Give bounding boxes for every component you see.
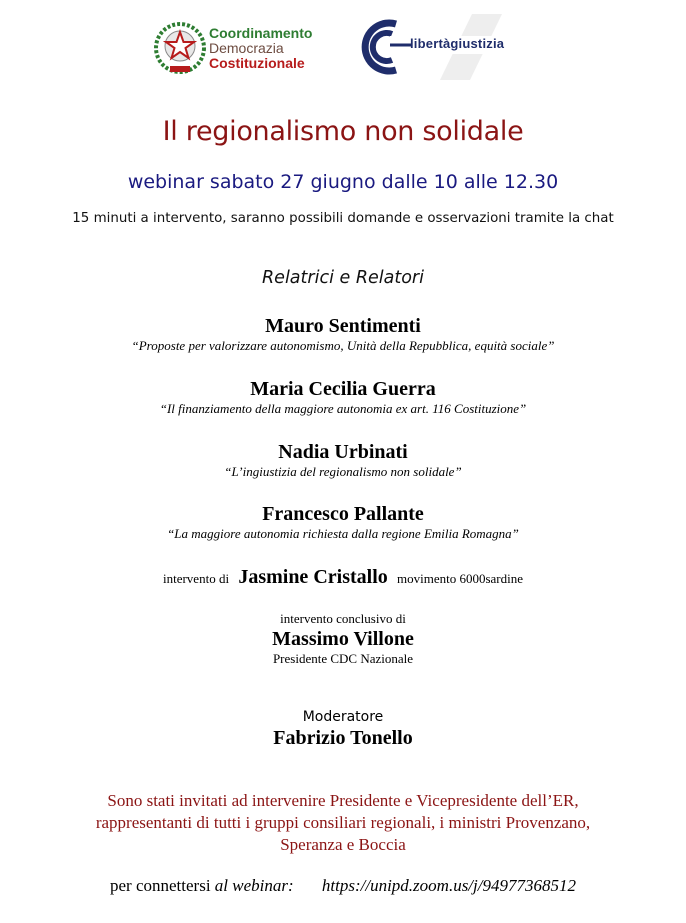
invited-guests-note [0, 790, 686, 856]
page-title: Il regionalismo non solidale [162, 116, 524, 147]
connection-info [0, 876, 686, 896]
speaker-entry [0, 440, 686, 480]
closing-intro: intervento conclusivo di [280, 611, 406, 626]
moderator-block [0, 708, 686, 750]
speaker-talk: “L’ingiustizia del regionalismo non solidale” [224, 464, 462, 479]
closing-speaker-name: Massimo Villone [272, 628, 414, 650]
speaker-name: Nadia Urbinati [278, 441, 408, 463]
event-date: webinar sabato 27 giugno dalle 10 alle 12.30 [127, 171, 559, 193]
cdc-logo-line2: Democrazia [209, 40, 284, 56]
cdc-logo-text [209, 26, 312, 71]
invite-line: rappresentanti di tutti i gruppi consiliari regionali, i ministri Provenzano, [95, 813, 591, 832]
cdc-logo [152, 18, 322, 80]
liberta-giustizia-logo [352, 14, 552, 80]
speaker-name: Mauro Sentimenti [265, 315, 421, 337]
invite-line: Sono stati invitati ad intervenire Presidente e Vicepresidente dell’ER, [107, 791, 579, 810]
guest-name: Jasmine Cristallo [238, 566, 388, 588]
guest-intervention [0, 566, 686, 589]
closing-intervention [0, 611, 686, 667]
speakers-heading: Relatrici e Relatori [262, 268, 424, 288]
liberta-giustizia-text: libertàgiustizia [410, 36, 505, 51]
guest-prefix: intervento di [162, 571, 230, 586]
connect-label: al webinar: [214, 876, 294, 895]
speaker-entry [0, 377, 686, 417]
cdc-logo-line3: Costituzionale [209, 55, 305, 71]
speaker-entry [0, 314, 686, 354]
format-note: 15 minuti a intervento, saranno possibili domande e osservazioni tramite la chat [72, 211, 614, 226]
moderator-label: Moderatore [302, 709, 384, 725]
guest-affiliation: movimento 6000sardine [397, 571, 524, 586]
speaker-talk: “Il finanziamento della maggiore autonomia ex art. 116 Costituzione” [159, 401, 527, 416]
cdc-logo-line1: Coordinamento [209, 25, 313, 41]
zoom-link[interactable]: https://unipd.zoom.us/j/94977368512 [321, 876, 576, 895]
moderator-name: Fabrizio Tonello [273, 727, 413, 749]
italian-emblem-icon [152, 18, 208, 76]
header-logos [0, 10, 686, 80]
invite-line: Speranza e Boccia [280, 835, 406, 854]
speaker-talk: “Proposte per valorizzare autonomismo, Unità della Repubblica, equità sociale” [131, 338, 555, 353]
speaker-entry [0, 502, 686, 542]
connect-prefix: per connettersi [110, 876, 211, 895]
speaker-talk: “La maggiore autonomia richiesta dalla regione Emilia Romagna” [167, 526, 519, 541]
speaker-name: Francesco Pallante [262, 503, 424, 525]
speaker-name: Maria Cecilia Guerra [250, 378, 436, 400]
closing-speaker-role: Presidente CDC Nazionale [272, 651, 414, 666]
